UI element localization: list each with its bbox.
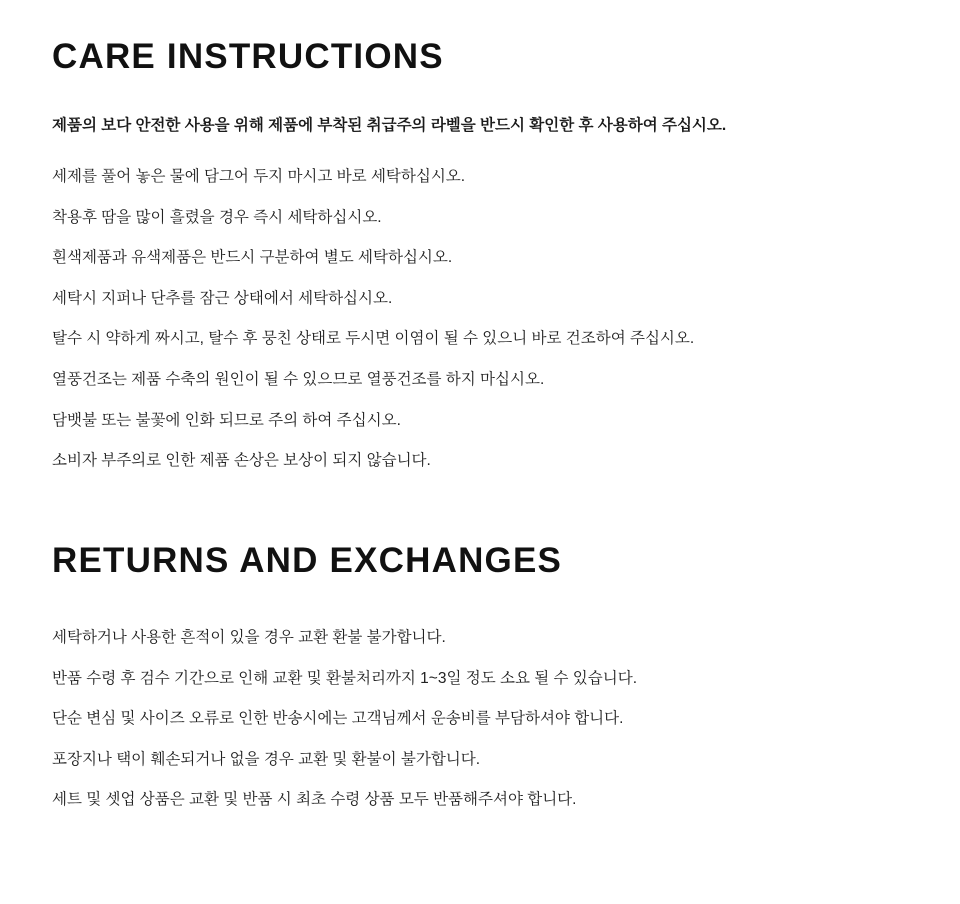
returns-and-exchanges-title: RETURNS AND EXCHANGES — [52, 541, 563, 580]
returns-and-exchanges-list — [52, 626, 908, 812]
list-item: 포장지나 택이 훼손되거나 없을 경우 교환 및 환불이 불가합니다. — [52, 750, 481, 768]
list-item: 세탁하거나 사용한 흔적이 있을 경우 교환 환불 불가합니다. — [52, 629, 446, 646]
care-instructions-lead: 제품의 보다 안전한 사용을 위해 제품에 부착된 취급주의 라벨을 반드시 확인한 후 사용하여 주십시오. — [52, 117, 727, 134]
list-item: 세트 및 셋업 상품은 교환 및 반품 시 최초 수령 상품 모두 반품해주셔야 합니다. — [52, 791, 577, 809]
care-instructions-list — [52, 165, 908, 472]
care-instructions-title: CARE INSTRUCTIONS — [52, 37, 444, 76]
care-instructions-section — [52, 36, 908, 473]
list-item: 담뱃불 또는 불꽃에 인화 되므로 주의 하여 주십시오. — [52, 411, 401, 429]
list-item: 단순 변심 및 사이즈 오류로 인한 반송시에는 고객님께서 운송비를 부담하셔야 합니다. — [52, 710, 624, 728]
list-item: 흰색제품과 유색제품은 반드시 구분하여 별도 세탁하십시오. — [52, 249, 453, 267]
list-item: 세탁시 지퍼나 단추를 잠근 상태에서 세탁하십시오. — [52, 289, 393, 307]
list-item: 탈수 시 약하게 짜시고, 탈수 후 뭉친 상태로 두시면 이염이 될 수 있으니 바로 건조하여 주십시오. — [52, 330, 695, 348]
list-item: 세제를 풀어 놓은 물에 담그어 두지 마시고 바로 세탁하십시오. — [52, 168, 466, 186]
returns-and-exchanges-section — [52, 540, 908, 812]
list-item: 반품 수령 후 검수 기간으로 인해 교환 및 환불처리까지 1~3일 정도 소요 될 수 있습니다. — [52, 669, 637, 687]
list-item: 착용후 땀을 많이 흘렸을 경우 즉시 세탁하십시오. — [52, 208, 382, 226]
list-item: 소비자 부주의로 인한 제품 손상은 보상이 되지 않습니다. — [52, 452, 431, 470]
list-item: 열풍건조는 제품 수축의 원인이 될 수 있으므로 열풍건조를 하지 마십시오. — [52, 370, 545, 388]
